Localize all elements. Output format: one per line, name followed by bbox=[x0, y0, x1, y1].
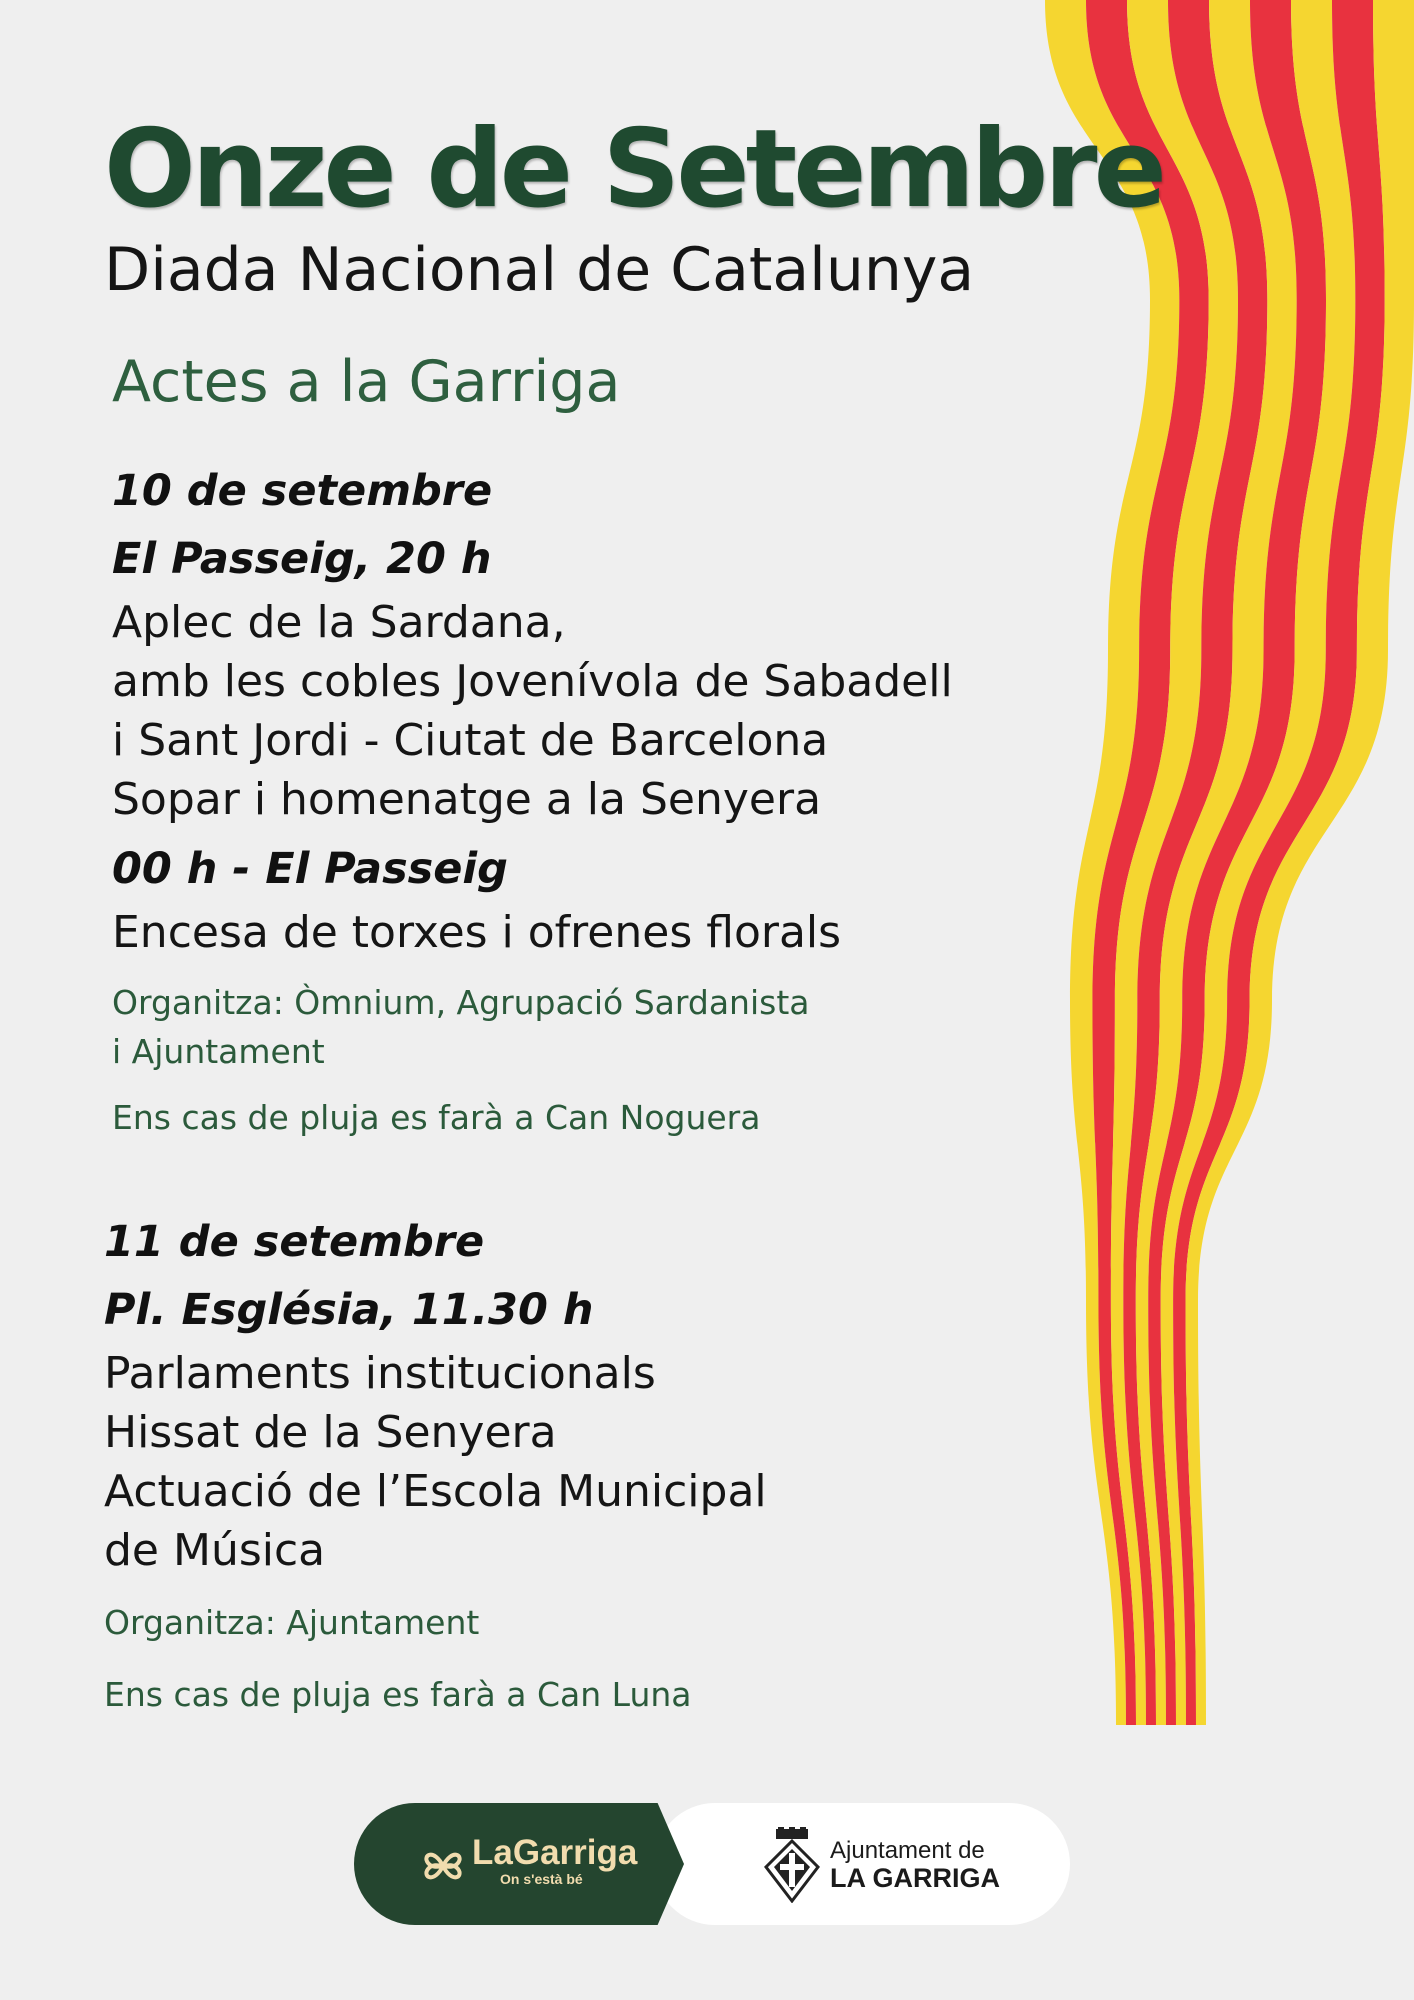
brand-name: LaGarriga bbox=[472, 1833, 638, 1872]
activity-line: Actuació de l’Escola Municipal bbox=[104, 1466, 767, 1517]
organizer-line: i Ajuntament bbox=[112, 1032, 325, 1071]
flower-logo-icon bbox=[420, 1843, 466, 1889]
activity-line: i Sant Jordi - Ciutat de Barcelona bbox=[112, 715, 829, 766]
organizer-note bbox=[112, 978, 953, 1076]
event-block-10-september bbox=[112, 457, 953, 1142]
activity-line: Parlaments institucionals bbox=[104, 1348, 656, 1399]
council-name-line2: LA GARRIGA bbox=[830, 1863, 1000, 1893]
activity-line: de Música bbox=[104, 1525, 326, 1576]
footer-logos bbox=[354, 1803, 1070, 1925]
activity-line: Aplec de la Sardana, bbox=[112, 597, 566, 648]
activity-list bbox=[112, 593, 953, 829]
organizer-line: Organitza: Òmnium, Agrupació Sardanista bbox=[112, 983, 810, 1022]
activity-list bbox=[104, 1344, 767, 1580]
council-name-line1: Ajuntament de bbox=[830, 1837, 985, 1864]
page-title: Onze de Setembre bbox=[104, 107, 1163, 232]
rain-note: Ens cas de pluja es farà a Can Noguera bbox=[112, 1098, 761, 1137]
activity-line: amb les cobles Jovenívola de Sabadell bbox=[112, 656, 953, 707]
activity-line: Sopar i homenatge a la Senyera bbox=[112, 774, 822, 825]
organizer-note: Organitza: Ajuntament bbox=[104, 1603, 480, 1642]
rain-note: Ens cas de pluja es farà a Can Luna bbox=[104, 1675, 692, 1714]
event-date: 10 de setembre bbox=[112, 466, 493, 516]
midnight-activity: Encesa de torxes i ofrenes florals bbox=[112, 907, 842, 958]
event-place-time: Pl. Església, 11.30 h bbox=[104, 1285, 594, 1335]
event-block-11-september bbox=[104, 1208, 767, 1719]
section-heading: Actes a la Garriga bbox=[112, 349, 621, 415]
midnight-heading: 00 h - El Passeig bbox=[112, 844, 508, 894]
event-date: 11 de setembre bbox=[104, 1217, 485, 1267]
brand-tagline: On s'està bé bbox=[500, 1871, 583, 1887]
page-subtitle: Diada Nacional de Catalunya bbox=[104, 235, 975, 305]
activity-line: Hissat de la Senyera bbox=[104, 1407, 557, 1458]
coat-of-arms-icon bbox=[762, 1827, 822, 1903]
event-place-time: El Passeig, 20 h bbox=[112, 534, 492, 584]
